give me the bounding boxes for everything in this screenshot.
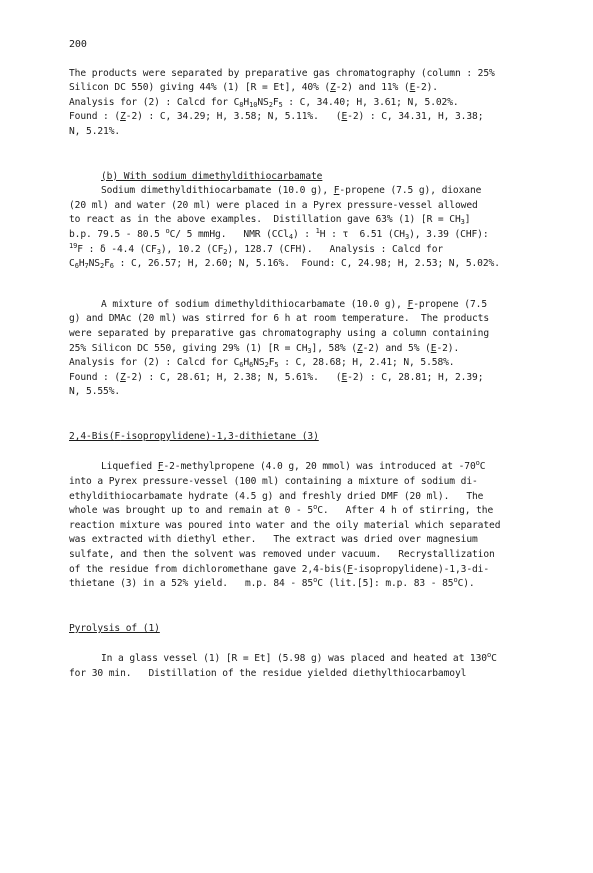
paragraph-products-separation	[69, 67, 573, 140]
text-line: $^{19}$F : δ -4.4 $(CF_3)$, 10.2 $(CF_2)$, 128.7 (CFH). Analysis : Calcd for	[69, 241, 444, 256]
section-b	[69, 170, 573, 272]
text-line: whole was brought up to and remain at 0 - 5$^o$C. After 4 h of stirring, the	[69, 503, 494, 517]
section-heading: Pyrolysis of (1)	[69, 622, 160, 634]
page-number: 200	[69, 39, 87, 50]
text-line: Analysis for (2) : Calcd for $C_8H_{10}NS_2F_5$ : C, 34.40; H, 3.61; N, 5.02%.	[69, 96, 459, 109]
text-line: N, 5.55%.	[69, 386, 121, 398]
text-line: Found : (Z-2) : C, 34.29; H, 3.58; N, 5.11%. (E-2) : C, 34.31, H, 3.38;	[69, 111, 484, 123]
text-line: In a glass vessel (1) [R = Et] (5.98 g) was placed and heated at 130$^o$C	[101, 651, 497, 665]
text-line: 25% Silicon DC 550, giving 29% (1) $[R = CH_3]$, 58% (Z-2) and 5% (E-2).	[69, 342, 460, 355]
text-line: into a Pyrex pressure-vessel (100 ml) containing a mixture of sodium di-	[69, 476, 478, 488]
text-line: to react as in the above examples. Distillation gave 63% (1) $[R = CH_3]$	[69, 214, 471, 227]
text-line: (20 ml) and water (20 ml) were placed in a Pyrex pressure-vessel allowed	[69, 199, 478, 211]
text-line: for 30 min. Distillation of the residue yielded diethylthiocarbamoyl	[69, 668, 467, 679]
section-dithietane	[69, 430, 573, 592]
text-line: Analysis for (2) : Calcd for $C_6H_6NS_2F_5$ : C, 28.68; H, 2.41; N, 5.58%.	[69, 357, 455, 370]
text-line: were separated by preparative gas chromatography using a column containing	[69, 327, 490, 339]
text-line: Sodium dimethyldithiocarbamate (10.0 g), F-propene (7.5 g), dioxane	[101, 185, 482, 197]
section-pyrolysis	[69, 622, 573, 682]
text-line: ethyldithiocarbamate hydrate (4.5 g) and freshly dried DMF (20 ml). The	[69, 490, 484, 502]
text-line: A mixture of sodium dimethyldithiocarbamate (10.0 g), F-propene (7.5	[101, 298, 487, 310]
text-line: g) and DMAc (20 ml) was stirred for 6 h at room temperature. The products	[69, 313, 490, 325]
text-line: Silicon DC 550) giving 44% (1) [R = Et], 40% (Z-2) and 11% (E-2).	[69, 82, 438, 94]
section-heading: 2,4-Bis(F-isopropylidene)-1,3-dithietane (3)	[69, 430, 319, 442]
text-line: Liquefied F-2-methylpropene (4.0 g, 20 mmol) was introduced at -70$^o$C	[101, 459, 486, 473]
text-line: $C_6H_7NS_2F_6$ : C, 26.57; H, 2.60; N, 5.16%. Found: C, 24.98; H, 2.53; N, 5.02%.	[69, 258, 500, 271]
section-heading: (b) With sodium dimethyldithiocarbamate	[101, 170, 323, 182]
text-line: N, 5.21%.	[69, 125, 121, 137]
text-line: of the residue from dichloromethane gave 2,4-bis(F-isopropylidene)-1,3-di-	[69, 563, 490, 575]
text-line: The products were separated by preparative gas chromatography (column : 25%	[69, 67, 495, 79]
text-line: reaction mixture was poured into water and the oily material which separated	[69, 519, 501, 531]
paragraph-dmac-mixture	[69, 298, 573, 400]
text-line: thietane (3) in a 52% yield. m.p. 84 - 85$^o$C (lit.[5]: m.p. 83 - 85$^o$C).	[69, 576, 475, 590]
text-line: Found : (Z-2) : C, 28.61; H, 2.38; N, 5.61%. (E-2) : C, 28.81; H, 2.39;	[69, 371, 484, 383]
text-line: was extracted with diethyl ether. The extract was dried over magnesium	[69, 534, 478, 546]
text-line: b.p. 79.5 - 80.5 $^o$C/ 5 mmHg. NMR (CCl$_4$) : $^1$H : τ 6.51 $(CH_3)$, 3.39 (CHF):	[69, 226, 489, 241]
text-line: sulfate, and then the solvent was removed under vacuum. Recrystallization	[69, 549, 495, 561]
